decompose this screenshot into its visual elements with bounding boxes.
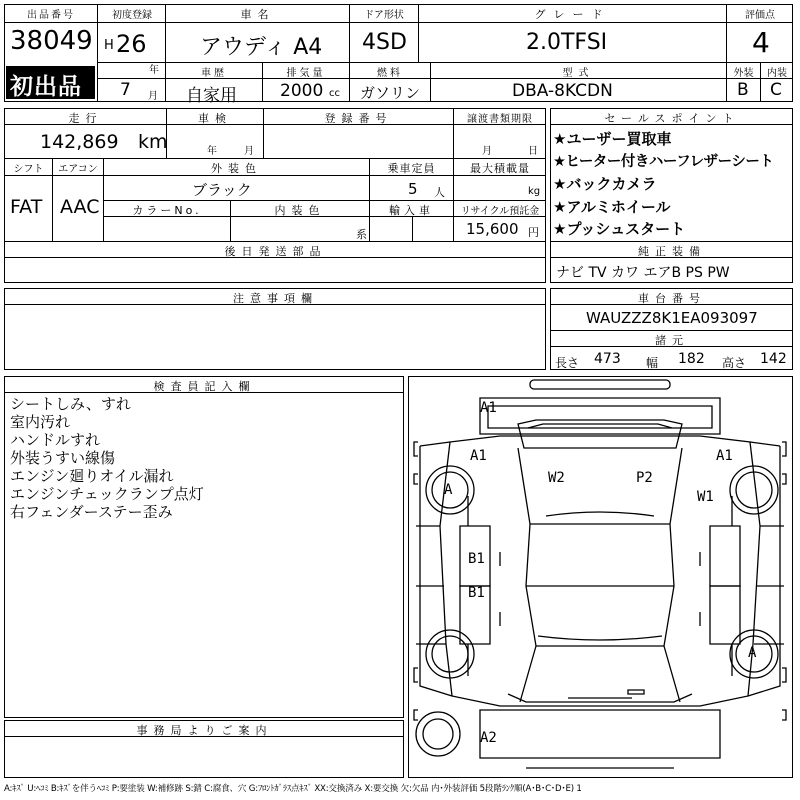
displacement-label: 排気量 bbox=[286, 68, 326, 79]
width: 182 bbox=[678, 351, 705, 367]
damage-rear-a2: A2 bbox=[480, 730, 497, 746]
reg-month: 7 bbox=[120, 80, 131, 100]
int-color-label: 内装色 bbox=[274, 204, 326, 217]
grade-label: グレード bbox=[534, 8, 611, 21]
score: 4 bbox=[752, 26, 770, 59]
reg-no-label: 登録番号 bbox=[324, 112, 393, 125]
capacity-unit: 人 bbox=[434, 186, 445, 199]
damage-w2: W2 bbox=[548, 470, 565, 486]
inspector-line: 右フェンダーステー歪み bbox=[10, 503, 173, 521]
transfer-month-unit: 月 bbox=[482, 146, 492, 157]
length-label: 長さ bbox=[555, 356, 580, 370]
mileage: 142,869 bbox=[40, 131, 119, 153]
chassis-number: WAUZZZ8K1EA093097 bbox=[586, 309, 758, 327]
first-listing-label: 初出品 bbox=[10, 74, 82, 100]
int-score: C bbox=[770, 80, 782, 100]
legend: A:ｷｽﾞ U:ﾍｺﾐ B:ｷｽﾞを伴うﾍｺﾐ P:要塗装 W:補修跡 S:錆 C:腐食、穴 G:ﾌﾛﾝﾄｶﾞﾗｽ点ｷｽﾞ XX:交換済み X:要交換 欠:欠品 内･外装評価 5段階ﾗﾝｸ順(A･B･C･D･E) 1 bbox=[4, 784, 582, 794]
inspector-line: 室内汚れ bbox=[10, 413, 71, 431]
sales-points-list bbox=[553, 128, 791, 241]
era: H bbox=[104, 38, 114, 53]
mileage-unit: km bbox=[138, 131, 168, 153]
load-unit: kg bbox=[528, 186, 541, 197]
car-name: アウディ A4 bbox=[200, 35, 323, 60]
car-diagram bbox=[408, 376, 793, 778]
inspection-month-unit: 月 bbox=[244, 146, 254, 157]
equipment-label: 純正装備 bbox=[638, 245, 706, 258]
history: 自家用 bbox=[186, 86, 237, 106]
notes-label: 注意事項欄 bbox=[233, 292, 318, 305]
car-name-label: 車名 bbox=[240, 8, 275, 21]
inspector-label: 検査員記入欄 bbox=[153, 380, 256, 393]
load-label: 最大積載量 bbox=[470, 162, 530, 175]
grade: 2.0TFSI bbox=[526, 30, 608, 55]
transfer-day-unit: 日 bbox=[528, 146, 538, 157]
fuel: ガソリン bbox=[360, 84, 421, 102]
length: 473 bbox=[594, 351, 621, 367]
later-parts-label: 後日発送部品 bbox=[224, 245, 327, 258]
sales-point-item: ★ヒーター付きハーフレザーシート bbox=[553, 153, 774, 170]
recycle-fee: 15,600 bbox=[466, 220, 519, 238]
capacity-label: 乗車定員 bbox=[387, 162, 436, 175]
damage-rear-wheel-a: A bbox=[748, 645, 757, 661]
recycle-label: リサイクル預託金 bbox=[460, 206, 540, 217]
history-label: 車歴 bbox=[201, 68, 227, 79]
inspector-line: ハンドルすれ bbox=[10, 431, 101, 449]
inspector-notes bbox=[10, 395, 204, 521]
ac-label: エアコン bbox=[58, 164, 98, 175]
damage-front-a1: A1 bbox=[480, 400, 497, 416]
damage-w1: W1 bbox=[697, 489, 714, 505]
chassis-label: 車台番号 bbox=[638, 292, 706, 305]
capacity: 5 bbox=[408, 180, 418, 198]
door-label: ドア形状 bbox=[364, 10, 404, 21]
import-label: 輸入車 bbox=[389, 204, 434, 217]
door-type: 4SD bbox=[362, 30, 407, 55]
inspector-line: シートしみ、すれ bbox=[10, 395, 131, 413]
color-no-label: カラーNo. bbox=[132, 204, 202, 217]
year-unit: 年 bbox=[149, 65, 159, 76]
width-label: 幅 bbox=[646, 356, 659, 370]
transfer-label: 譲渡書類期限 bbox=[467, 114, 533, 125]
reg-year: 26 bbox=[116, 30, 147, 58]
inspector-line: エンジン廻りオイル漏れ bbox=[10, 467, 174, 485]
score-label: 評価点 bbox=[745, 10, 775, 21]
damage-left-a1: A1 bbox=[470, 448, 487, 464]
displacement: 2000 bbox=[280, 81, 324, 101]
first-reg-label: 初度登録 bbox=[112, 10, 152, 21]
lot-label: 出品番号 bbox=[27, 10, 75, 21]
color-label: 外装色 bbox=[211, 162, 262, 175]
sales-point-item: ★アルミホイール bbox=[553, 197, 671, 216]
shift-label: シフト bbox=[13, 164, 44, 175]
damage-b1-upper: B1 bbox=[468, 551, 485, 567]
body-color: ブラック bbox=[192, 181, 252, 199]
shift: FAT bbox=[10, 196, 43, 218]
lot-number: 38049 bbox=[10, 26, 93, 56]
int-color-suffix: 系 bbox=[356, 228, 367, 241]
ac: AAC bbox=[60, 196, 100, 218]
sales-points-label: セールスポイント bbox=[604, 112, 740, 125]
sales-point-item: ★バックカメラ bbox=[553, 175, 657, 193]
office-label: 事務局よりご案内 bbox=[136, 724, 273, 737]
damage-b1-lower: B1 bbox=[468, 585, 485, 601]
inspector-line: 外装うすい線傷 bbox=[10, 449, 116, 467]
month-unit: 月 bbox=[148, 91, 158, 102]
inspection-label: 車検 bbox=[198, 112, 232, 125]
damage-front-wheel-a: A bbox=[444, 482, 453, 498]
ext-score: B bbox=[737, 80, 749, 100]
height-label: 高さ bbox=[722, 356, 747, 370]
cc-unit: cc bbox=[329, 88, 340, 99]
equipment: ナビ TV カワ エアB PS PW bbox=[556, 265, 730, 281]
sales-point-item: ★プッシュスタート bbox=[553, 220, 686, 238]
damage-p2: P2 bbox=[636, 470, 653, 486]
inspection-year-unit: 年 bbox=[207, 146, 217, 157]
model: DBA-8KCDN bbox=[512, 81, 613, 101]
height: 142 bbox=[760, 351, 787, 367]
inspector-line: エンジンチェックランプ点灯 bbox=[10, 485, 204, 503]
recycle-unit: 円 bbox=[528, 226, 539, 239]
ext-label: 外装 bbox=[733, 68, 754, 79]
fuel-label: 燃料 bbox=[377, 68, 403, 79]
int-label: 内装 bbox=[767, 68, 787, 79]
damage-right-a1: A1 bbox=[716, 448, 733, 464]
model-label: 型式 bbox=[562, 68, 595, 79]
sales-point-item: ★ユーザー買取車 bbox=[553, 130, 672, 148]
dims-label: 諸元 bbox=[655, 334, 689, 347]
mileage-label: 走行 bbox=[68, 112, 103, 125]
